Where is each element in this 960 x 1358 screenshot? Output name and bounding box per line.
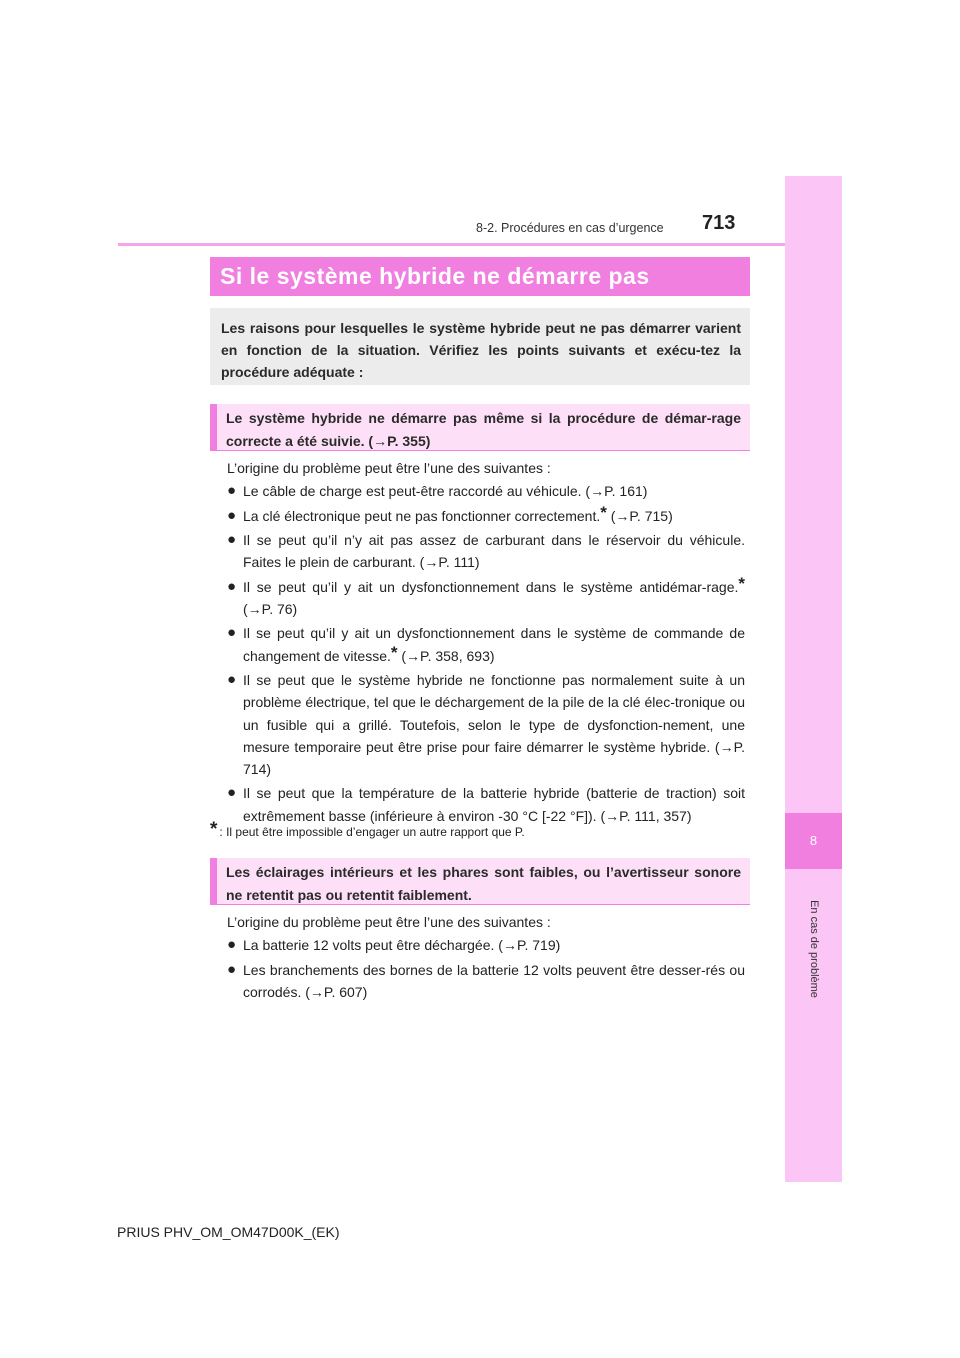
bullet-icon: ● [227,506,237,524]
bullet-icon: ● [227,577,237,595]
list-item-text: Il se peut qu’il y ait un dysfonctionnement dans le système de commande de changement de vitesse. [243,625,745,664]
section1-list [210,480,745,829]
header-rule [118,243,785,246]
list-item [210,669,745,780]
list-item [210,934,745,956]
footnote-marker: * [600,502,607,522]
page-reference: (→P. 358, 693) [397,647,495,664]
list-item-text: La batterie 12 volts peut être déchargée. (→P. 719) [243,937,561,953]
list-item [210,622,745,666]
list-item [210,480,745,502]
list-item-text: Il se peut qu’il y ait un dysfonctionnement dans le système antidémar-rage. [243,578,739,595]
list-item-text: Le câble de charge est peut-être raccordé au véhicule. (→P. 161) [243,483,648,499]
footnote-marker: * [390,642,398,662]
footnote [210,819,525,840]
list-item-text: Il se peut que la température de la batterie hybride (batterie de traction) soit extrêmement basse (inférieure à environ -30 °C [-22 °F]). (→P. 111, 357) [243,785,745,824]
bullet-icon: ● [227,671,237,689]
list-item [210,959,745,1003]
page-reference: (→P. 76) [243,600,298,617]
section2-lead: L’origine du problème peut être l’une des suivantes : [227,914,551,930]
footnote-star: * [210,819,218,840]
chapter-side-tab [785,176,842,1182]
list-item [210,529,745,573]
list-item [210,782,745,826]
subheading-2: Les éclairages intérieurs et les phares sont faibles, ou l’avertisseur sonore ne retentit pas ou retentit faiblement. [210,858,750,905]
chapter-label-container [785,874,842,1024]
bullet-icon: ● [227,960,237,978]
page-number: 713 [702,212,736,234]
page-reference: (→P. 715) [606,507,673,524]
list-item [210,573,745,620]
page-title: Si le système hybride ne démarre pas [210,257,750,296]
section2-list [210,934,745,1005]
intro-box: Les raisons pour lesquelles le système hybride peut ne pas démarrer varient en fonction de la situation. Vérifiez les points suivants et exécu-tez la procédure adéquate : [210,308,750,385]
chapter-number: 8 [785,813,842,869]
bullet-icon: ● [227,784,237,802]
footnote-text: : Il peut être impossible d’engager un autre rapport que P. [219,825,525,839]
list-item-text: Il se peut qu’il n’y ait pas assez de carburant dans le réservoir du véhicule. Faites le plein de carburant. (→P. 111) [243,532,745,571]
bullet-icon: ● [227,482,237,499]
document-footer: PRIUS PHV_OM_OM47D00K_(EK) [117,1224,340,1240]
section1-lead: L’origine du problème peut être l’une des suivantes : [227,460,551,476]
bullet-icon: ● [227,531,237,548]
chapter-label: En cas de problème [807,900,820,998]
section-title: 8-2. Procédures en cas d’urgence [476,221,664,235]
list-item [210,502,745,527]
footnote-marker: * [738,573,745,593]
list-item-text: Les branchements des bornes de la batterie 12 volts peuvent être desser-rés ou corrodés. (→P. 607) [243,961,745,1000]
list-item-text: Il se peut que le système hybride ne fonctionne pas normalement suite à un problème électrique, tel que le déchargement de la pile de la clé élec-tronique ou un fusible qui a grillé. Toutefois, selon le type de dysfonction-nement, une mesure temporaire peut être prise pour faire démarrer le système hybride. (→P. 714) [243,672,745,777]
list-item-text: La clé électronique peut ne pas fonctionner correctement. [243,507,601,524]
bullet-icon: ● [227,936,237,953]
subheading-1: Le système hybride ne démarre pas même si la procédure de démar-rage correcte a été suivie. (→P. 355) [210,404,750,451]
bullet-icon: ● [227,624,237,642]
